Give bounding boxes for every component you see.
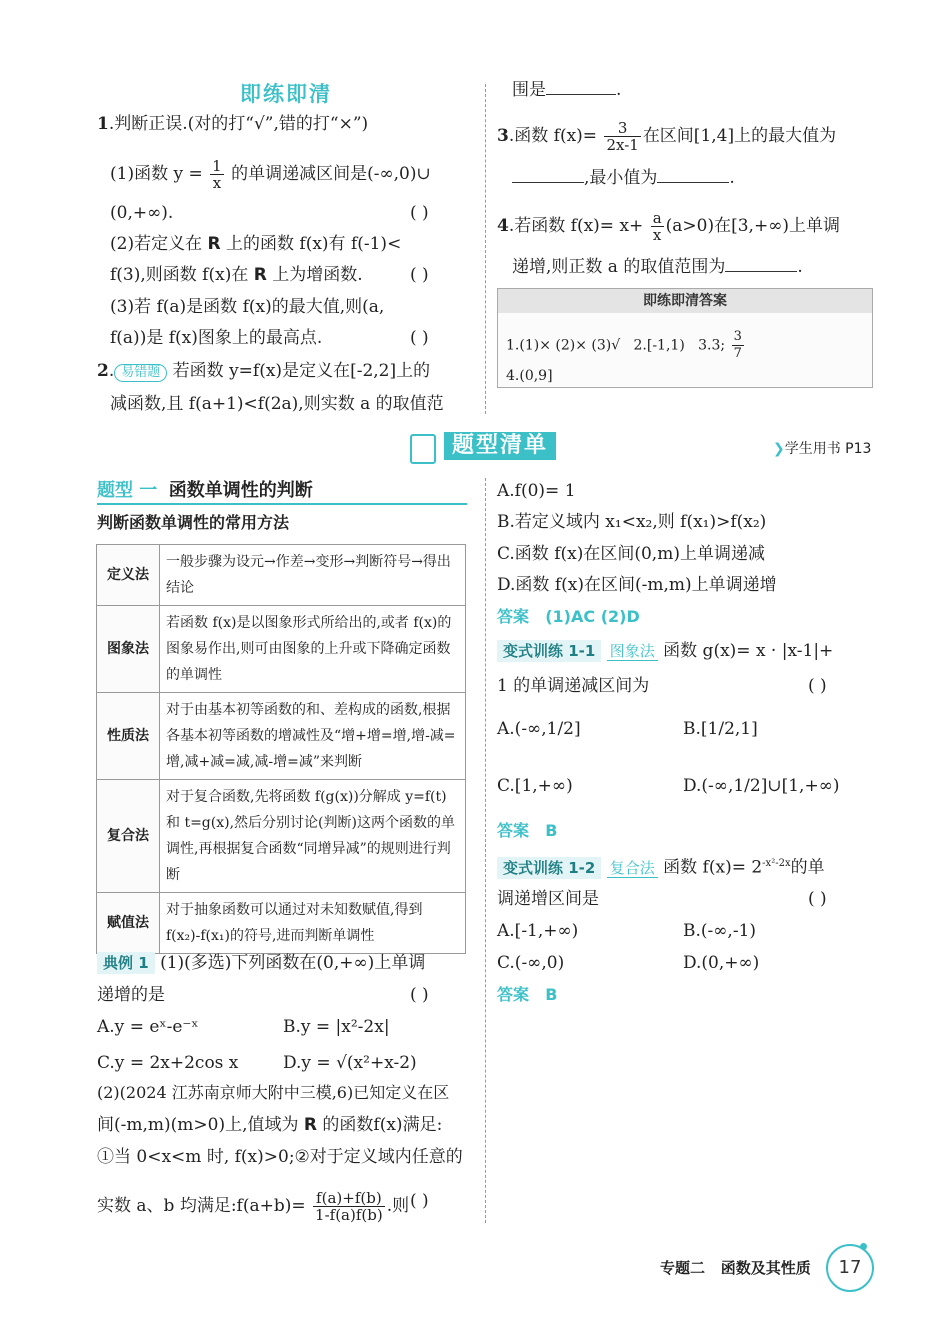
q1-item2: (2)若定义在 R 上的函数 f(x)有 f(-1)< <box>110 234 402 254</box>
example1-p2-line4: 实数 a、b 均满足:f(a+b)= $\frac{f(a)+f(b)}{1-f(a)f(b)}$ .则 <box>97 1189 410 1224</box>
var1-optB: B.[1/2,1] <box>683 719 758 739</box>
answer-line2: 4.(0,9] <box>506 368 553 384</box>
q2-line3: 围是 . <box>512 80 622 100</box>
var1-answer: 答案 B <box>497 821 558 840</box>
var2-line2: 调递增区间是 <box>497 889 599 909</box>
table-row: 赋值法 对于抽象函数可以通过对未知数赋值,得到 f(x₂)-f(x₁)的符号,进而判断单调性 <box>97 893 466 954</box>
var2-line1: 变式训练 1-2 复合法 函数 $f(x)= 2^{-x^2-2x}$的单 <box>497 853 825 879</box>
q2-line2: 减函数,且 f(a+1)<f(2a),则实数 a 的取值范 <box>110 394 444 414</box>
q1-fraction: $\frac{1}{x}$ <box>212 157 222 192</box>
var2-optD: D.(0,+∞) <box>683 953 760 973</box>
variant-tag: 变式训练 1-2 <box>497 857 601 879</box>
footer-chapter: 专题二 函数及其性质 <box>660 1259 811 1277</box>
q3-fraction: $\frac{3}{2x-1}$ <box>606 119 639 154</box>
var1-line2: 1 的单调递减区间为 <box>497 676 650 696</box>
methods-title: 判断函数单调性的常用方法 <box>97 513 290 532</box>
q1-item2-paren: ( ) <box>410 265 429 285</box>
page-number: 17 <box>838 1257 862 1278</box>
example1-c-optA: A.f(0)= 1 <box>497 481 576 501</box>
methods-table <box>96 544 466 954</box>
q1-item1-paren: ( ) <box>410 203 429 223</box>
q4-line1: 4.若函数 f(x)= x+ $\frac{a}{x}$ (a>0)在[3,+∞)上单调 <box>497 209 840 244</box>
var2-optC: C.(-∞,0) <box>497 953 565 973</box>
q1-item1: (1)函数 y = $\frac{1}{x}$ 的单调递减区间是(-∞,0)∪ <box>110 157 431 192</box>
var2-paren: ( ) <box>808 889 827 909</box>
q1-item3-paren: ( ) <box>410 328 429 348</box>
section-header <box>410 430 560 464</box>
q1-item3-cont: f(a))是 f(x)图象上的最高点. <box>110 328 323 348</box>
error-prone-tag: 易错题 <box>114 364 167 382</box>
practice-title: 即练即清 <box>240 82 332 106</box>
q1-item2-cont: f(3),则函数 f(x)在 R 上为增函数. <box>110 265 363 285</box>
arrow-right-icon: ❯ <box>773 441 785 457</box>
var2-answer: 答案 B <box>497 985 558 1004</box>
var2-optB: B.(-∞,-1) <box>683 921 757 941</box>
dot-icon <box>860 1243 867 1250</box>
example1-line2: 递增的是 <box>97 985 165 1005</box>
q2-line1: 2. 易错题 若函数 y=f(x)是定义在[-2,2]上的 <box>97 361 431 381</box>
answers-header: 即练即清答案 <box>498 289 872 313</box>
example1-p2-line2: 间(-m,m)(m>0)上,值域为 R 的函数f(x)满足: <box>97 1115 443 1135</box>
example1-optB: B.y = |x²-2x| <box>283 1017 390 1037</box>
q3-line2: ,最小值为 . <box>512 166 735 189</box>
example1-optA: A.y = eˣ-e⁻ˣ <box>97 1017 199 1037</box>
table-row: 复合法 对于复合函数,先将函数 f(g(x))分解成 y=f(t)和 t=g(x),然后分别讨论(判断)这两个函数的单调性,再根据复合函数“同增异减”的规则进行判断 <box>97 780 466 893</box>
method-tag: 复合法 <box>607 859 658 878</box>
example1-c-optD: D.函数 f(x)在区间(-m,m)上单调递增 <box>497 575 777 595</box>
answer-line1: 1.(1)× (2)× (3)√ 2.[-1,1) 3.3; $\frac{3}{7}$ <box>506 329 742 361</box>
q3-line1: 3.函数 f(x)= $\frac{3}{2x-1}$ 在区间[1,4]上的最大值为 <box>497 119 837 154</box>
example1-paren1: ( ) <box>410 985 429 1005</box>
table-row: 定义法 一般步骤为设元→作差→变形→判断符号→得出结论 <box>97 545 466 606</box>
column-divider-top <box>485 84 486 414</box>
example-tag: 典例 1 <box>97 952 155 974</box>
practice-answers-box <box>497 288 873 388</box>
example1-p2-line1: (2)(2024 江苏南京师大附中三模,6)已知定义在区 <box>97 1083 450 1102</box>
variant-tag: 变式训练 1-1 <box>497 640 601 662</box>
table-row: 性质法 对于由基本初等函数的和、差构成的函数,根据各基本初等函数的增减性及“增+增=增,增-减=增,减+减=减,减-增=减”来判断 <box>97 693 466 780</box>
notebook-icon <box>410 434 436 464</box>
types-title: 题型清单 <box>444 432 556 460</box>
q4-fraction: $\frac{a}{x}$ <box>652 209 662 244</box>
var1-optC: C.[1,+∞) <box>497 776 573 796</box>
book-reference: ❯学生用书 P13 <box>773 441 872 457</box>
example1-line1: 典例 1 (1)(多选)下列函数在(0,+∞)上单调 <box>97 952 425 974</box>
page-number-badge <box>826 1244 874 1292</box>
example1-c-optC: C.函数 f(x)在区间(0,m)上单调递减 <box>497 544 765 564</box>
var1-paren: ( ) <box>808 676 827 696</box>
type1-heading: 题型 一 函数单调性的判断 <box>97 480 313 501</box>
example1-p2-line3: ①当 0<x<m 时, f(x)>0;②对于定义域内任意的 <box>97 1147 463 1167</box>
var1-line1: 变式训练 1-1 图象法 函数 g(x)= x · |x-1|+ <box>497 640 833 662</box>
var1-optD: D.(-∞,1/2]∪[1,+∞) <box>683 776 840 796</box>
example1-answer: 答案 (1)AC (2)D <box>497 607 640 626</box>
example1-optD: D.y = √(x²+x-2) <box>283 1053 417 1073</box>
q1-item3: (3)若 f(a)是函数 f(x)的最大值,则(a, <box>110 297 385 317</box>
example1-paren2: ( ) <box>410 1191 429 1211</box>
q1-stem: 1.判断正误.(对的打“√”,错的打“×”) <box>97 114 369 134</box>
q4-line2: 递增,则正数 a 的取值范围为 . <box>512 257 803 277</box>
table-row: 图象法 若函数 f(x)是以图象形式所给出的,或者 f(x)的图象易作出,则可由图象的上升或下降确定函数的单调性 <box>97 606 466 693</box>
q1-item1-cont: (0,+∞). <box>110 203 174 223</box>
var1-optA: A.(-∞,1/2] <box>497 719 581 739</box>
var2-optA: A.[-1,+∞) <box>497 921 579 941</box>
example1-optC: C.y = 2x+2cos x <box>97 1053 239 1073</box>
method-tag: 图象法 <box>607 642 658 661</box>
column-divider-bottom <box>485 478 486 1223</box>
example1-c-optB: B.若定义域内 x₁<x₂,则 f(x₁)>f(x₂) <box>497 512 767 532</box>
heading-underline <box>97 503 467 505</box>
q1-number: 1 <box>97 114 109 134</box>
